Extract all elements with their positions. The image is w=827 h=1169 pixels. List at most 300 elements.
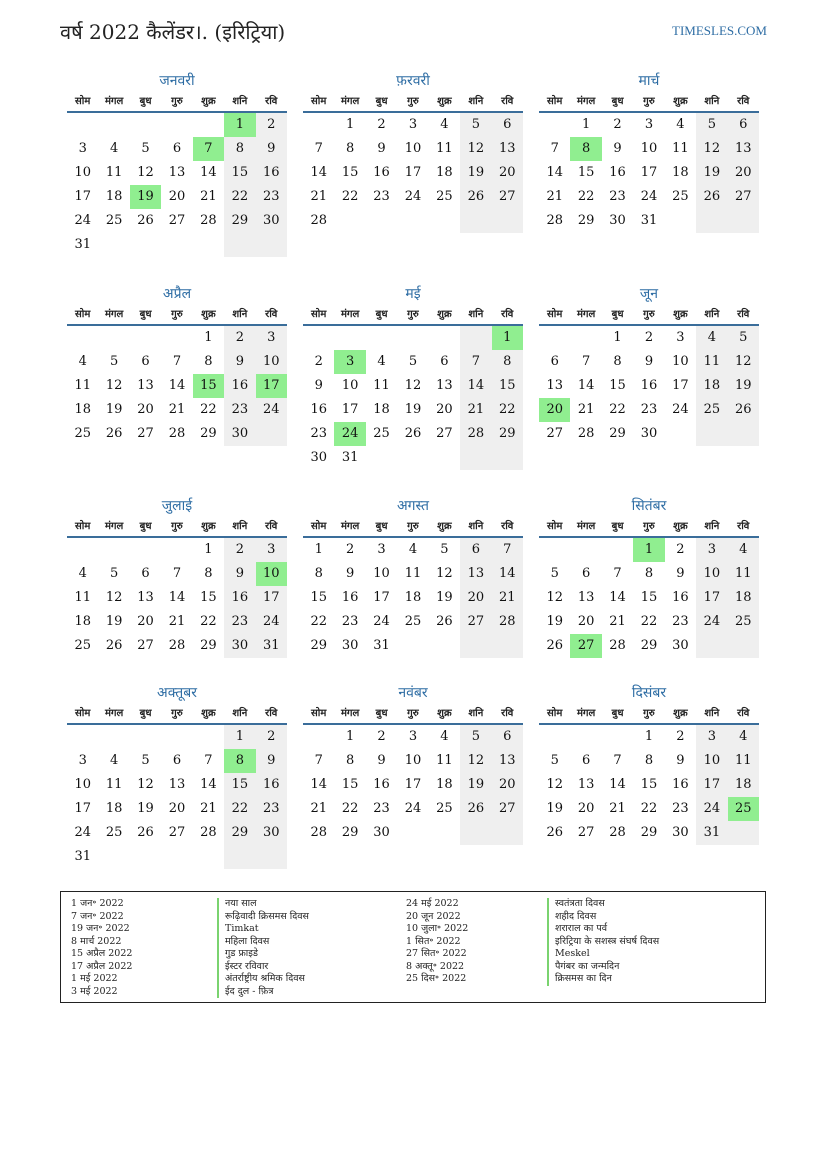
day-cell: 20: [436, 402, 453, 417]
day-cell: 9: [676, 753, 685, 768]
day-cell: 21: [460, 398, 491, 422]
day-cell: 11: [436, 753, 453, 768]
weekday-label: रवि: [265, 309, 278, 320]
day-cell: 9: [224, 350, 255, 374]
day-cell: 12: [105, 378, 123, 393]
day-cell: 29: [200, 426, 217, 441]
day-cell: 14: [609, 590, 626, 605]
day-cell: 23: [224, 610, 255, 634]
day-cell: 30: [224, 422, 255, 446]
day-cell: 24: [74, 213, 91, 228]
day-cell: 27: [168, 213, 186, 228]
day-cell: 10: [341, 378, 359, 393]
month-name: दिसंबर: [631, 685, 667, 701]
holiday-name: शराराल का पर्व: [547, 923, 659, 936]
empty-weekend-cell: [492, 446, 523, 470]
day-cell: 24: [256, 610, 287, 634]
day-cell: 15: [224, 773, 255, 797]
day-cell: 3: [644, 117, 654, 132]
day-cell: 23: [672, 801, 689, 816]
day-cell: 16: [672, 590, 689, 605]
month-name: सितंबर: [631, 498, 667, 514]
day-cell: 18: [672, 165, 689, 180]
day-cell: 2: [224, 538, 255, 562]
day-cell: 8: [644, 566, 654, 581]
day-cell: 8: [345, 753, 355, 768]
day-cell: 7: [492, 538, 523, 562]
weekday-label: शनि: [232, 96, 248, 107]
days-grid: [67, 538, 287, 682]
day-cell: 24: [672, 402, 689, 417]
weekday-label: मंगल: [576, 309, 596, 320]
day-cell: 14: [460, 374, 491, 398]
day-cell: 20: [492, 161, 523, 185]
day-cell: 18: [373, 402, 390, 417]
day-cell: 22: [224, 185, 255, 209]
day-cell: 14: [200, 165, 217, 180]
day-cell: 24: [640, 189, 658, 204]
weekday-label: बुध: [375, 521, 388, 532]
holiday-name: Meskel: [547, 948, 659, 961]
day-cell: 7: [460, 350, 491, 374]
day-cell: 31: [373, 638, 390, 653]
day-cell: 28: [609, 825, 626, 840]
day-cell: 5: [109, 566, 119, 581]
empty-weekend-cell: [492, 634, 523, 658]
day-cell: 16: [341, 590, 359, 605]
holiday-name: रूढ़िवादी क्रिसमस दिवस: [217, 911, 309, 924]
day-cell: 26: [137, 825, 154, 840]
day-cell: 24: [696, 610, 727, 634]
weekday-label: बुध: [611, 309, 624, 320]
weekday-label: गुरु: [643, 309, 655, 320]
month-name: जून: [639, 286, 659, 302]
day-cell: 29: [224, 209, 255, 233]
month-block: [539, 682, 759, 869]
day-cell: 2: [644, 330, 654, 345]
holiday-day-cell: 19: [130, 185, 161, 209]
weekday-label: गुरु: [407, 309, 419, 320]
month-name: अगस्त: [396, 498, 429, 514]
day-cell: 12: [460, 749, 491, 773]
month-name: जुलाई: [161, 498, 193, 514]
day-cell: 10: [640, 141, 658, 156]
day-cell: 4: [109, 141, 119, 156]
weekday-label: सोम: [75, 309, 91, 320]
day-cell: 20: [168, 189, 186, 204]
day-cell: 1: [224, 725, 255, 749]
holiday-date: 3 मई 2022: [71, 985, 118, 997]
holiday-day-cell: 7: [193, 137, 224, 161]
day-cell: 4: [78, 354, 87, 369]
day-cell: 30: [373, 825, 390, 840]
day-cell: 18: [436, 165, 453, 180]
day-cell: 30: [609, 213, 626, 228]
weekday-label: शनि: [468, 521, 484, 532]
day-cell: 11: [105, 165, 123, 180]
day-cell: 26: [105, 426, 123, 441]
day-cell: 14: [168, 590, 186, 605]
day-cell: 26: [546, 638, 563, 653]
day-cell: 13: [728, 137, 759, 161]
day-cell: 21: [310, 189, 327, 204]
holiday-day-cell: 20: [539, 398, 570, 422]
day-cell: 2: [224, 326, 255, 350]
day-cell: 12: [137, 777, 154, 792]
days-grid: [67, 113, 287, 257]
day-cell: 12: [460, 137, 491, 161]
day-cell: 30: [672, 825, 689, 840]
day-cell: 16: [224, 586, 255, 610]
day-cell: 25: [404, 614, 422, 629]
day-cell: 3: [696, 538, 727, 562]
weekday-label: शुक्र: [673, 96, 688, 107]
weekday-header: [539, 704, 759, 725]
day-cell: 19: [105, 402, 123, 417]
day-cell: 13: [577, 590, 595, 605]
day-cell: 26: [404, 426, 422, 441]
weekday-label: बुध: [139, 708, 152, 719]
day-cell: 30: [640, 426, 658, 441]
day-cell: 5: [550, 566, 559, 581]
day-cell: 3: [408, 729, 418, 744]
day-cell: 21: [609, 614, 626, 629]
day-cell: 23: [373, 189, 390, 204]
day-cell: 25: [696, 398, 727, 422]
day-cell: 1: [314, 542, 323, 557]
weekday-label: गुरु: [643, 708, 655, 719]
day-cell: 11: [105, 777, 123, 792]
weekday-label: मंगल: [576, 708, 596, 719]
day-cell: 16: [256, 161, 287, 185]
day-cell: 1: [613, 330, 622, 345]
day-cell: 28: [168, 638, 186, 653]
day-cell: 7: [314, 141, 323, 156]
day-cell: 16: [310, 402, 327, 417]
day-cell: 8: [345, 141, 355, 156]
day-cell: 23: [672, 614, 689, 629]
day-cell: 3: [78, 141, 87, 156]
weekday-label: शुक्र: [201, 708, 216, 719]
holiday-date: 8 मार्च 2022: [71, 935, 122, 947]
weekday-label: शनि: [232, 521, 248, 532]
weekday-label: गुरु: [643, 96, 655, 107]
day-cell: 8: [644, 753, 654, 768]
weekday-label: शुक्र: [437, 708, 452, 719]
day-cell: 27: [137, 426, 154, 441]
day-cell: 6: [728, 113, 759, 137]
day-cell: 10: [404, 753, 422, 768]
day-cell: 2: [377, 117, 386, 132]
weekday-label: गुरु: [171, 309, 183, 320]
day-cell: 9: [377, 753, 386, 768]
day-cell: 26: [137, 213, 154, 228]
day-cell: 23: [256, 185, 287, 209]
days-grid: [303, 326, 523, 470]
day-cell: 25: [373, 426, 390, 441]
day-cell: 5: [141, 141, 150, 156]
weekday-label: रवि: [265, 96, 278, 107]
days-grid: [539, 725, 759, 869]
day-cell: 18: [728, 773, 759, 797]
holiday-list: [60, 891, 766, 1003]
holiday-name: इरिट्रिया के सशस्त्र संघर्ष दिवस: [547, 936, 659, 949]
weekday-label: शुक्र: [201, 96, 216, 107]
day-cell: 4: [728, 725, 759, 749]
day-cell: 17: [404, 165, 422, 180]
weekday-label: रवि: [501, 309, 514, 320]
holiday-names-col-1: [217, 898, 309, 998]
day-cell: 20: [168, 801, 186, 816]
day-cell: 22: [640, 614, 658, 629]
weekday-header: [67, 92, 287, 113]
weekday-label: गुरु: [171, 708, 183, 719]
day-cell: 11: [373, 378, 390, 393]
weekday-label: रवि: [265, 521, 278, 532]
weekday-label: मंगल: [340, 309, 360, 320]
weekday-label: मंगल: [340, 96, 360, 107]
holiday-dates-col-1: [71, 898, 132, 998]
day-cell: 31: [341, 450, 359, 465]
day-cell: 2: [676, 542, 685, 557]
day-cell: 19: [404, 402, 422, 417]
empty-weekend-cell: [728, 634, 759, 658]
day-cell: 11: [728, 562, 759, 586]
month-block: [303, 682, 523, 869]
day-cell: 4: [440, 117, 449, 132]
weekday-label: बुध: [375, 708, 388, 719]
weekday-header: [303, 704, 523, 725]
day-cell: 27: [137, 638, 154, 653]
day-cell: 19: [546, 801, 563, 816]
day-cell: 26: [546, 825, 563, 840]
weekday-label: शनि: [468, 96, 484, 107]
day-cell: 21: [577, 402, 595, 417]
day-cell: 9: [644, 354, 654, 369]
month-block: [67, 495, 287, 682]
day-cell: 1: [204, 330, 213, 345]
day-cell: 22: [310, 614, 327, 629]
day-cell: 25: [74, 638, 91, 653]
day-cell: 23: [341, 614, 359, 629]
day-cell: 22: [200, 402, 217, 417]
day-cell: 9: [345, 566, 355, 581]
month-name: अक्तूबर: [157, 685, 197, 701]
empty-weekend-cell: [460, 446, 491, 470]
holiday-name: पैगंबर का जन्मदिन: [547, 961, 659, 974]
weekday-label: सोम: [311, 309, 327, 320]
day-cell: 18: [105, 801, 123, 816]
day-cell: 20: [137, 402, 154, 417]
month-name: मई: [405, 286, 421, 302]
holiday-name: Timkat: [217, 923, 309, 936]
day-cell: 30: [256, 821, 287, 845]
empty-weekend-cell: [728, 821, 759, 845]
day-cell: 29: [609, 426, 626, 441]
day-cell: 14: [577, 378, 595, 393]
day-cell: 6: [581, 753, 591, 768]
day-cell: 11: [728, 749, 759, 773]
day-cell: 5: [728, 326, 759, 350]
day-cell: 25: [672, 189, 689, 204]
day-cell: 30: [256, 209, 287, 233]
day-cell: 3: [78, 753, 87, 768]
weekday-label: मंगल: [576, 96, 596, 107]
day-cell: 15: [492, 374, 523, 398]
day-cell: 12: [546, 777, 563, 792]
day-cell: 7: [314, 753, 323, 768]
month-block: [539, 495, 759, 682]
weekday-label: मंगल: [104, 708, 124, 719]
days-grid: [303, 725, 523, 869]
day-cell: 14: [609, 777, 626, 792]
day-cell: 23: [224, 398, 255, 422]
weekday-label: गुरु: [407, 96, 419, 107]
day-cell: 23: [256, 797, 287, 821]
weekday-label: गुरु: [643, 521, 655, 532]
day-cell: 15: [310, 590, 327, 605]
holiday-name: स्वतंत्रता दिवस: [547, 898, 659, 911]
day-cell: 31: [640, 213, 658, 228]
day-cell: 29: [310, 638, 327, 653]
day-cell: 29: [341, 825, 359, 840]
day-cell: 3: [408, 117, 418, 132]
weekday-label: सोम: [75, 96, 91, 107]
weekday-label: शुक्र: [673, 708, 688, 719]
day-cell: 9: [256, 749, 287, 773]
day-cell: 5: [696, 113, 727, 137]
day-cell: 29: [640, 638, 658, 653]
holiday-name: ईस्टर रविवार: [217, 961, 309, 974]
day-cell: 7: [550, 141, 559, 156]
day-cell: 6: [172, 753, 182, 768]
day-cell: 1: [581, 117, 591, 132]
day-cell: 29: [577, 213, 595, 228]
day-cell: 21: [492, 586, 523, 610]
day-cell: 4: [440, 729, 449, 744]
day-cell: 16: [373, 165, 390, 180]
day-cell: 28: [460, 422, 491, 446]
day-cell: 15: [224, 161, 255, 185]
empty-weekend-cell: [696, 422, 727, 446]
holiday-day-cell: 17: [256, 374, 287, 398]
day-cell: 17: [404, 777, 422, 792]
day-cell: 24: [404, 189, 422, 204]
day-cell: 11: [74, 378, 91, 393]
day-cell: 2: [345, 542, 355, 557]
month-block: [67, 682, 287, 869]
day-cell: 10: [256, 350, 287, 374]
day-cell: 22: [609, 402, 626, 417]
weekday-label: सोम: [75, 708, 91, 719]
weekday-label: बुध: [375, 96, 388, 107]
day-cell: 7: [172, 354, 182, 369]
day-cell: 26: [460, 185, 491, 209]
day-cell: 10: [672, 354, 689, 369]
day-cell: 18: [74, 614, 91, 629]
day-cell: 5: [408, 354, 418, 369]
weekday-label: रवि: [501, 521, 514, 532]
day-cell: 2: [676, 729, 685, 744]
day-cell: 25: [728, 610, 759, 634]
weekday-label: शुक्र: [673, 521, 688, 532]
day-cell: 17: [341, 402, 359, 417]
day-cell: 19: [460, 773, 491, 797]
days-grid: [67, 326, 287, 470]
day-cell: 14: [200, 777, 217, 792]
day-cell: 25: [105, 825, 123, 840]
day-cell: 6: [141, 566, 150, 581]
weekday-label: मंगल: [340, 521, 360, 532]
weekday-label: मंगल: [340, 708, 360, 719]
site-brand[interactable]: TIMESLES.COM: [672, 23, 767, 38]
day-cell: 31: [74, 237, 91, 252]
day-cell: 5: [109, 354, 119, 369]
days-grid: [67, 725, 287, 869]
empty-weekend-cell: [728, 209, 759, 233]
holiday-date: 10 जुला॰ 2022: [406, 923, 469, 934]
day-cell: 7: [204, 753, 213, 768]
holiday-day-cell: 27: [570, 634, 601, 658]
weekday-label: बुध: [139, 96, 152, 107]
day-cell: 1: [204, 542, 213, 557]
day-cell: 5: [440, 542, 449, 557]
day-cell: 17: [672, 378, 689, 393]
day-cell: 21: [168, 402, 186, 417]
day-cell: 14: [310, 777, 327, 792]
day-cell: 13: [436, 378, 453, 393]
day-cell: 30: [310, 450, 327, 465]
day-cell: 14: [492, 562, 523, 586]
holiday-day-cell: 3: [334, 350, 365, 374]
day-cell: 4: [377, 354, 386, 369]
day-cell: 30: [672, 638, 689, 653]
day-cell: 20: [492, 773, 523, 797]
holiday-name: शहीद दिवस: [547, 911, 659, 924]
empty-weekend-cell: [460, 209, 491, 233]
day-cell: 19: [728, 374, 759, 398]
day-cell: 15: [200, 590, 217, 605]
day-cell: 4: [109, 753, 119, 768]
day-cell: 28: [310, 213, 327, 228]
day-cell: 17: [74, 801, 91, 816]
weekday-label: शनि: [468, 708, 484, 719]
days-grid: [303, 538, 523, 682]
month-block: [539, 70, 759, 257]
weekday-header: [67, 517, 287, 538]
weekday-label: शुक्र: [201, 309, 216, 320]
day-cell: 17: [696, 586, 727, 610]
empty-weekend-cell: [696, 209, 727, 233]
day-cell: 8: [224, 137, 255, 161]
day-cell: 26: [105, 638, 123, 653]
day-cell: 18: [404, 590, 422, 605]
month-block: [303, 283, 523, 470]
weekday-label: गुरु: [171, 521, 183, 532]
day-cell: 1: [345, 729, 355, 744]
day-cell: 19: [436, 590, 453, 605]
day-cell: 17: [256, 586, 287, 610]
month-name: अप्रैल: [162, 286, 192, 302]
day-cell: 12: [137, 165, 154, 180]
day-cell: 25: [436, 801, 453, 816]
day-cell: 26: [696, 185, 727, 209]
day-cell: 18: [105, 189, 123, 204]
holiday-day-cell: 8: [570, 137, 601, 161]
weekday-label: शुक्र: [673, 309, 688, 320]
day-cell: 16: [672, 777, 689, 792]
day-cell: 28: [609, 638, 626, 653]
